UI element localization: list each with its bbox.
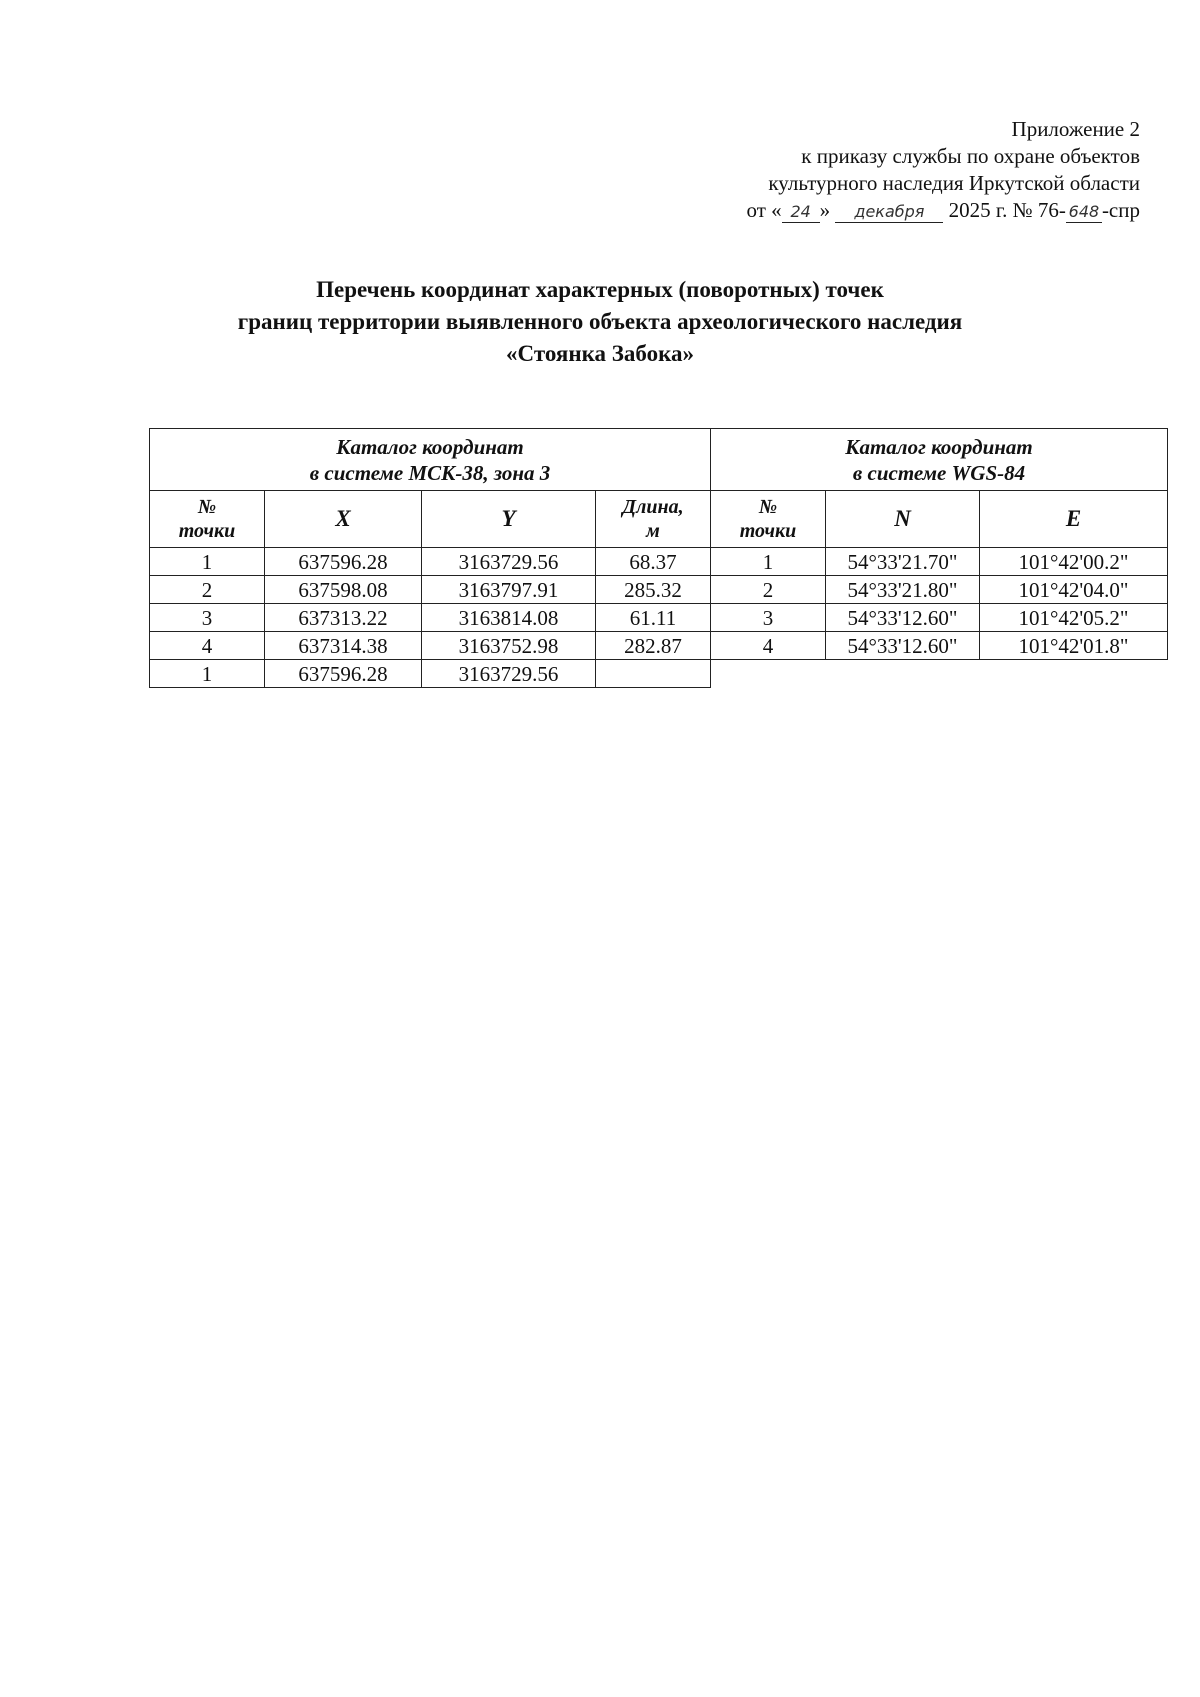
handwritten-month: декабря: [835, 202, 943, 223]
appendix-number: Приложение 2: [1011, 117, 1140, 141]
handwritten-order-number: 648: [1066, 202, 1102, 223]
table-row: 2 637598.08 3163797.91 285.32 2 54°33'21.80" 101°42'04.0": [150, 576, 1168, 604]
empty-length-cell: [596, 660, 711, 688]
title-line-1: Перечень координат характерных (поворотных) точек: [316, 277, 884, 302]
title-line-3: «Стоянка Забока»: [506, 341, 694, 366]
document-title: [100, 274, 1100, 370]
appendix-order-ref: к приказу службы по охране объектов: [801, 144, 1140, 168]
handwritten-day: 24: [782, 202, 820, 223]
col-point-number-wgs: № точки: [711, 491, 826, 548]
table-row: 4 637314.38 3163752.98 282.87 4 54°33'12.60" 101°42'01.8": [150, 632, 1168, 660]
wgs84-catalog-header: Каталог координат в системе WGS-84: [711, 429, 1168, 491]
appendix-header: [540, 116, 1140, 224]
appendix-date-line: от « 24 » декабря 2025 г. № 76- 648 -спр: [746, 198, 1140, 222]
table-row: 3 637313.22 3163814.08 61.11 3 54°33'12.60" 101°42'05.2": [150, 604, 1168, 632]
col-length: Длина, м: [596, 491, 711, 548]
col-point-number-msk: № точки: [150, 491, 265, 548]
title-line-2: границ территории выявленного объекта археологического наследия: [237, 309, 963, 334]
msk38-catalog-header: Каталог координат в системе МСК-38, зона 3: [150, 429, 711, 491]
col-n: N: [826, 491, 980, 548]
appendix-authority: культурного наследия Иркутской области: [768, 171, 1140, 195]
table-row: 1 637596.28 3163729.56 68.37 1 54°33'21.70" 101°42'00.2": [150, 548, 1168, 576]
col-e: E: [980, 491, 1168, 548]
table-row-closing: 1 637596.28 3163729.56: [150, 660, 1168, 688]
coordinates-table: [149, 428, 1168, 688]
col-x: X: [265, 491, 422, 548]
col-y: Y: [422, 491, 596, 548]
